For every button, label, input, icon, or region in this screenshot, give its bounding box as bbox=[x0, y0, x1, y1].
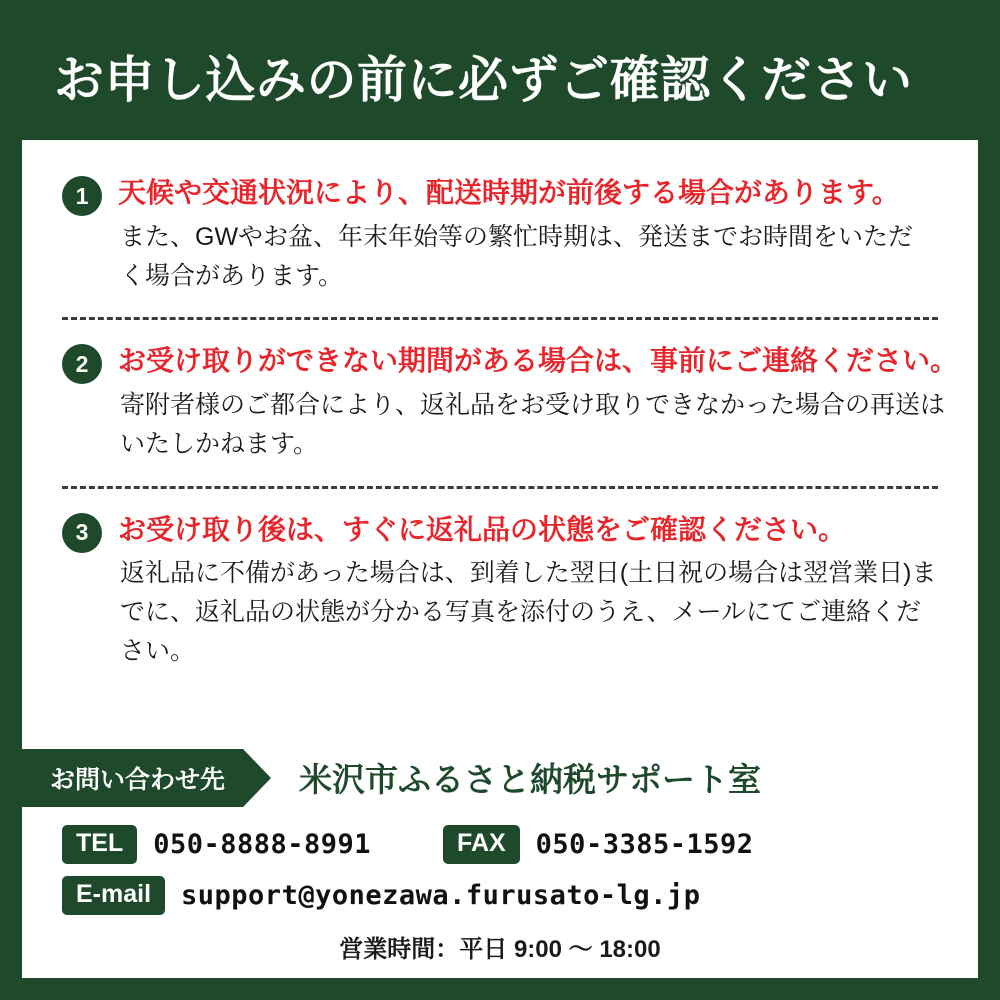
notice-item-1 bbox=[62, 174, 938, 295]
contact-department: 米沢市ふるさと納税サポート室 bbox=[299, 761, 762, 798]
notice-row bbox=[62, 511, 938, 671]
notice-text bbox=[118, 342, 958, 463]
email-label: E-mail bbox=[62, 876, 165, 915]
divider bbox=[62, 317, 938, 320]
fax-value: 050-3385-1592 bbox=[535, 828, 754, 860]
flex-spacer bbox=[62, 671, 938, 749]
contact-details bbox=[62, 807, 938, 979]
notice-title: お受け取り後は、すぐに返礼品の状態をご確認ください。 bbox=[118, 513, 847, 545]
divider bbox=[62, 486, 938, 489]
page-title: お申し込みの前に必ずご確認ください bbox=[54, 52, 913, 108]
tel-value: 050-8888-8991 bbox=[153, 828, 372, 860]
fax-label: FAX bbox=[443, 825, 520, 864]
tel-label: TEL bbox=[62, 825, 137, 864]
notice-body: また、GWやお盆、年末年始等の繁忙時期は、発送までお時間をいただく場合があります。 bbox=[120, 222, 914, 290]
notice-text bbox=[118, 174, 938, 295]
notice-text bbox=[118, 511, 938, 671]
notice-card bbox=[22, 140, 978, 978]
contact-bar-label: お問い合わせ先 bbox=[22, 749, 243, 807]
notice-number-badge: 2 bbox=[62, 344, 102, 384]
contact-header-bar bbox=[22, 749, 978, 807]
contact-line-email bbox=[62, 876, 938, 915]
contact-line-phone bbox=[62, 825, 938, 864]
notice-item-3 bbox=[62, 511, 938, 671]
fax-group bbox=[443, 825, 753, 864]
notice-row bbox=[62, 342, 959, 463]
notice-title: お受け取りができない期間がある場合は、事前にご連絡ください。 bbox=[118, 345, 959, 377]
business-hours: 営業時間：平日 9:00 ～ 18:00 bbox=[339, 936, 661, 963]
notice-body: 寄附者様のご都合により、返礼品をお受け取りできなかった場合の再送はいたしかねます。 bbox=[120, 391, 946, 458]
notice-number-badge: 3 bbox=[62, 513, 102, 553]
notice-title: 天候や交通状況により、配送時期が前後する場合があります。 bbox=[118, 177, 900, 208]
notice-row bbox=[62, 174, 938, 295]
notice-item-2 bbox=[62, 342, 959, 463]
notice-number-badge: 1 bbox=[62, 176, 102, 216]
notice-body: 返礼品に不備があった場合は、到着した翌日(土日祝の場合は翌営業日)までに、返礼品の状態が分かる写真を添付のうえ、メールにてご連絡ください。 bbox=[120, 559, 937, 665]
email-value[interactable]: support@yonezawa.furusato-lg.jp bbox=[181, 879, 701, 911]
